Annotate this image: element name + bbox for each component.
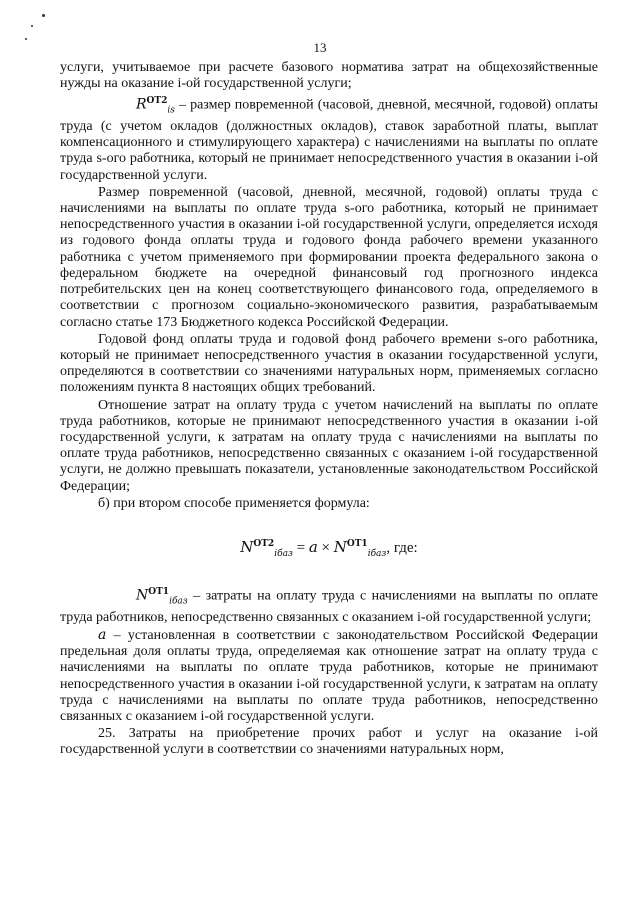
symbol-alpha: a (98, 627, 107, 643)
formula-n-ot2: $N^{ОТ2}_{iбаз}$ (240, 537, 293, 559)
paragraph-alpha-definition (60, 627, 598, 725)
symbol-r-ot2: $R^{ОТ2}_{is}$ (136, 96, 175, 116)
paragraph-second-method: б) при втором способе применяется формула: (98, 495, 370, 511)
symbol-n-ot1: $N^{ОТ1}_{iбаз}$ (136, 587, 188, 607)
paragraph-size-calculation: Размер повременной (часовой, дневной, месячной, годовой) оплаты труда с начислениями на выплаты по оплате труда s-ого работника, который не принимает непосредственного участия в оказании i-ой государственной услуги, определяется исходя из годового фонда оплаты труда и годового фонда рабочего времени указанного работника с учетом применяемого при формировании проекта федерального закона о федеральном бюджете на очередной финансовый год прогнозного индекса потребительских цен на конец соответствующего финансового года, определяемого в соответствии с прогнозом социально-экономического развития, разрабатываемым согласно статье 173 Бюджетного кодекса Российской Федерации. (60, 184, 598, 330)
formula-alpha: a (308, 537, 318, 556)
formula (60, 536, 598, 562)
paragraph-n-ot1-text: – затраты на оплату труда с начислениями на выплаты по оплате труда работников, непосредственно связанных с оказанием i-ой государственной услуги; (60, 588, 599, 625)
paragraph-continuation: услуги, учитываемое при расчете базового норматива затрат на общехозяйственные нужды на оказание i-ой государственной услуги; (60, 60, 598, 92)
document-body (60, 60, 598, 760)
scan-speck-1 (42, 14, 45, 17)
scan-speck-2 (31, 25, 33, 27)
paragraph-item-25: 25. Затраты на приобретение прочих работ и услуг на оказание i-ой государственной услуги в соответствии со значениями натуральных норм, (60, 726, 598, 758)
paragraph-n-ot1-definition (60, 584, 598, 626)
formula-suffix: , где: (386, 539, 418, 556)
paragraph-ratio: Отношение затрат на оплату труда с учетом начислений на выплаты по оплате труда работников, которые не принимают непосредственного участия в оказании i-ой государственной услуги, к затратам на оплату труда с начислениями на выплаты по оплате труда работников, непосредственно связанных с оказанием i-ой государственной услуги, не должно превышать показатели, установленные законодательством Российской Федерации; (60, 397, 598, 494)
paragraph-r-text: – размер повременной (часовой, дневной, месячной, годовой) оплаты труда (с учетом окладов (должностных окладов), ставок заработной платы, выплат компенсационного и стимулирующего характера) с начислениями на выплаты по оплате труда s-ого работника, который не принимает непосредственного участия в оказании i-ой государственной услуги. (60, 98, 598, 183)
page-number: 13 (313, 40, 327, 55)
paragraph-alpha-text: – установленная в соответствии с законодательством Российской Федерации предельная доля оплаты труда, определяемая как отношение затрат на оплату труда с начислениями на выплаты по оплате труда работников, которые не принимают непосредственного участия в оказании i-ой государственной услуги, к затратам на оплату труда с начислениями на выплаты по оплате труда работников, непосредственно связанных с оказанием i-ой государственной услуги. (60, 628, 598, 725)
paragraph-annual-fund: Годовой фонд оплаты труда и годовой фонд рабочего времени s-ого работника, который не принимает непосредственного участия в оказании государственной услуги, определяются в соответствии со значениями натуральных норм, применяемых согласно положениям пункта 8 настоящих общих требований. (60, 331, 598, 396)
formula-equals: = (296, 539, 306, 556)
formula-n-ot1: $N^{ОТ1}_{iбаз}$ (333, 537, 387, 559)
paragraph-r-definition (60, 93, 598, 183)
formula-times: × (321, 539, 330, 556)
